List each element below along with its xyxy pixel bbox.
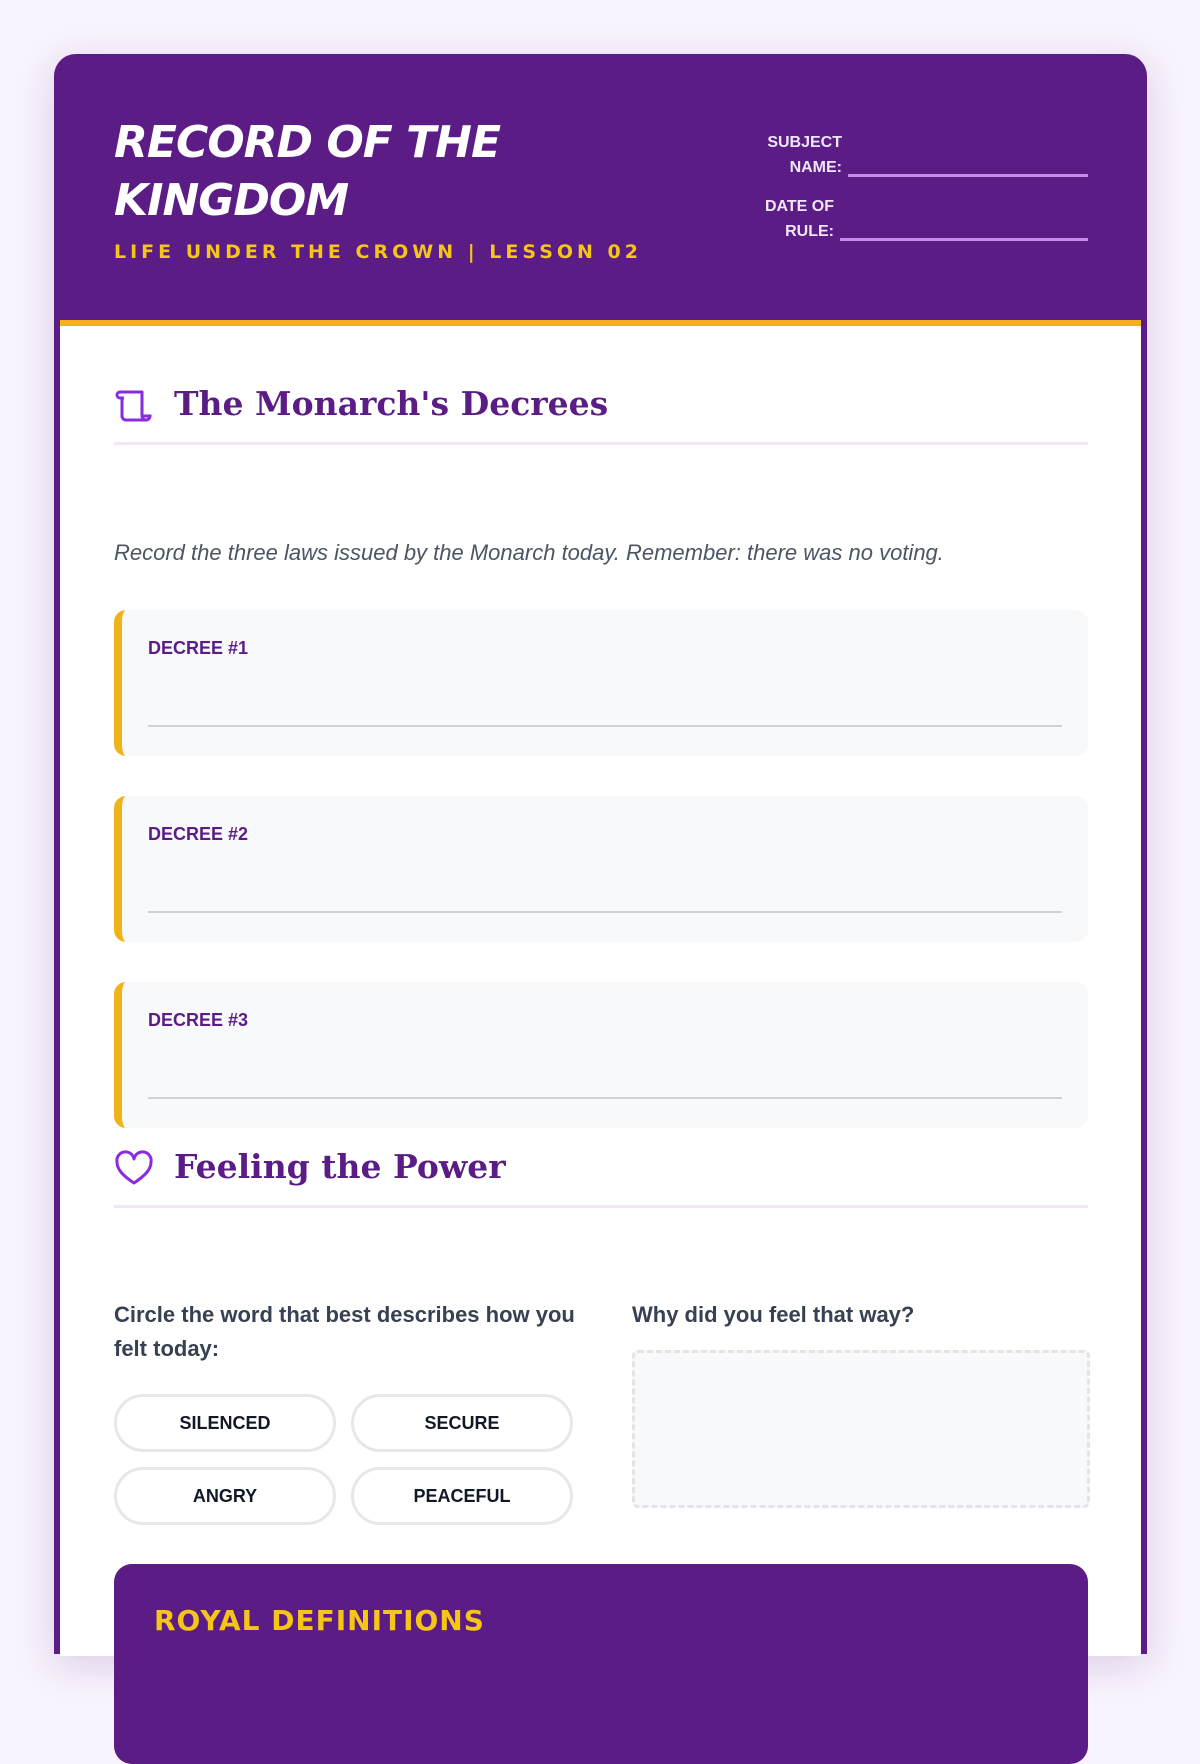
decree-answer-line[interactable]: [148, 911, 1062, 913]
decrees-section-title: The Monarch's Decrees: [174, 384, 609, 423]
date-of-rule-label: DATE OF RULE:: [764, 198, 834, 240]
why-prompt: Why did you feel that way?: [632, 1302, 915, 1327]
date-of-rule-field[interactable]: [840, 238, 1088, 241]
royal-definitions-panel: [114, 1564, 1088, 1764]
feeling-option-silenced[interactable]: SILENCED: [114, 1394, 336, 1452]
page-title: RECORD OF THE KINGDOM: [114, 117, 501, 226]
decree-answer-line[interactable]: [148, 1097, 1062, 1099]
decree-answer-line[interactable]: [148, 725, 1062, 727]
lesson-subtitle: LIFE UNDER THE CROWN | LESSON 02: [114, 241, 642, 263]
decree-card-3: [114, 982, 1088, 1128]
decrees-instructions: Record the three laws issued by the Monarch today. Remember: there was no voting.: [114, 540, 944, 565]
decree-label: DECREE #2: [148, 824, 249, 844]
subject-name-field[interactable]: [848, 174, 1088, 177]
decree-label: DECREE #1: [148, 638, 249, 658]
worksheet-card: [54, 54, 1147, 1654]
feeling-section-header: [114, 1143, 1088, 1208]
worksheet-body: [60, 326, 1141, 1656]
feeling-option-secure[interactable]: SECURE: [351, 1394, 573, 1452]
feeling-option-peaceful[interactable]: PEACEFUL: [351, 1467, 573, 1525]
heart-icon: [114, 1149, 154, 1189]
royal-definitions-title: ROYAL DEFINITIONS: [154, 1604, 485, 1637]
feeling-option-angry[interactable]: ANGRY: [114, 1467, 336, 1525]
decrees-section-header: [114, 380, 1088, 445]
circle-word-prompt: Circle the word that best describes how you felt today:: [114, 1302, 575, 1361]
scroll-icon: [114, 386, 154, 426]
subject-name-label: SUBJECT NAME:: [767, 134, 842, 176]
decree-card-1: [114, 610, 1088, 756]
worksheet-header: [54, 54, 1147, 320]
decree-card-2: [114, 796, 1088, 942]
feeling-section-title: Feeling the Power: [174, 1147, 506, 1186]
why-answer-box[interactable]: [632, 1350, 1090, 1508]
decree-label: DECREE #3: [148, 1010, 249, 1030]
